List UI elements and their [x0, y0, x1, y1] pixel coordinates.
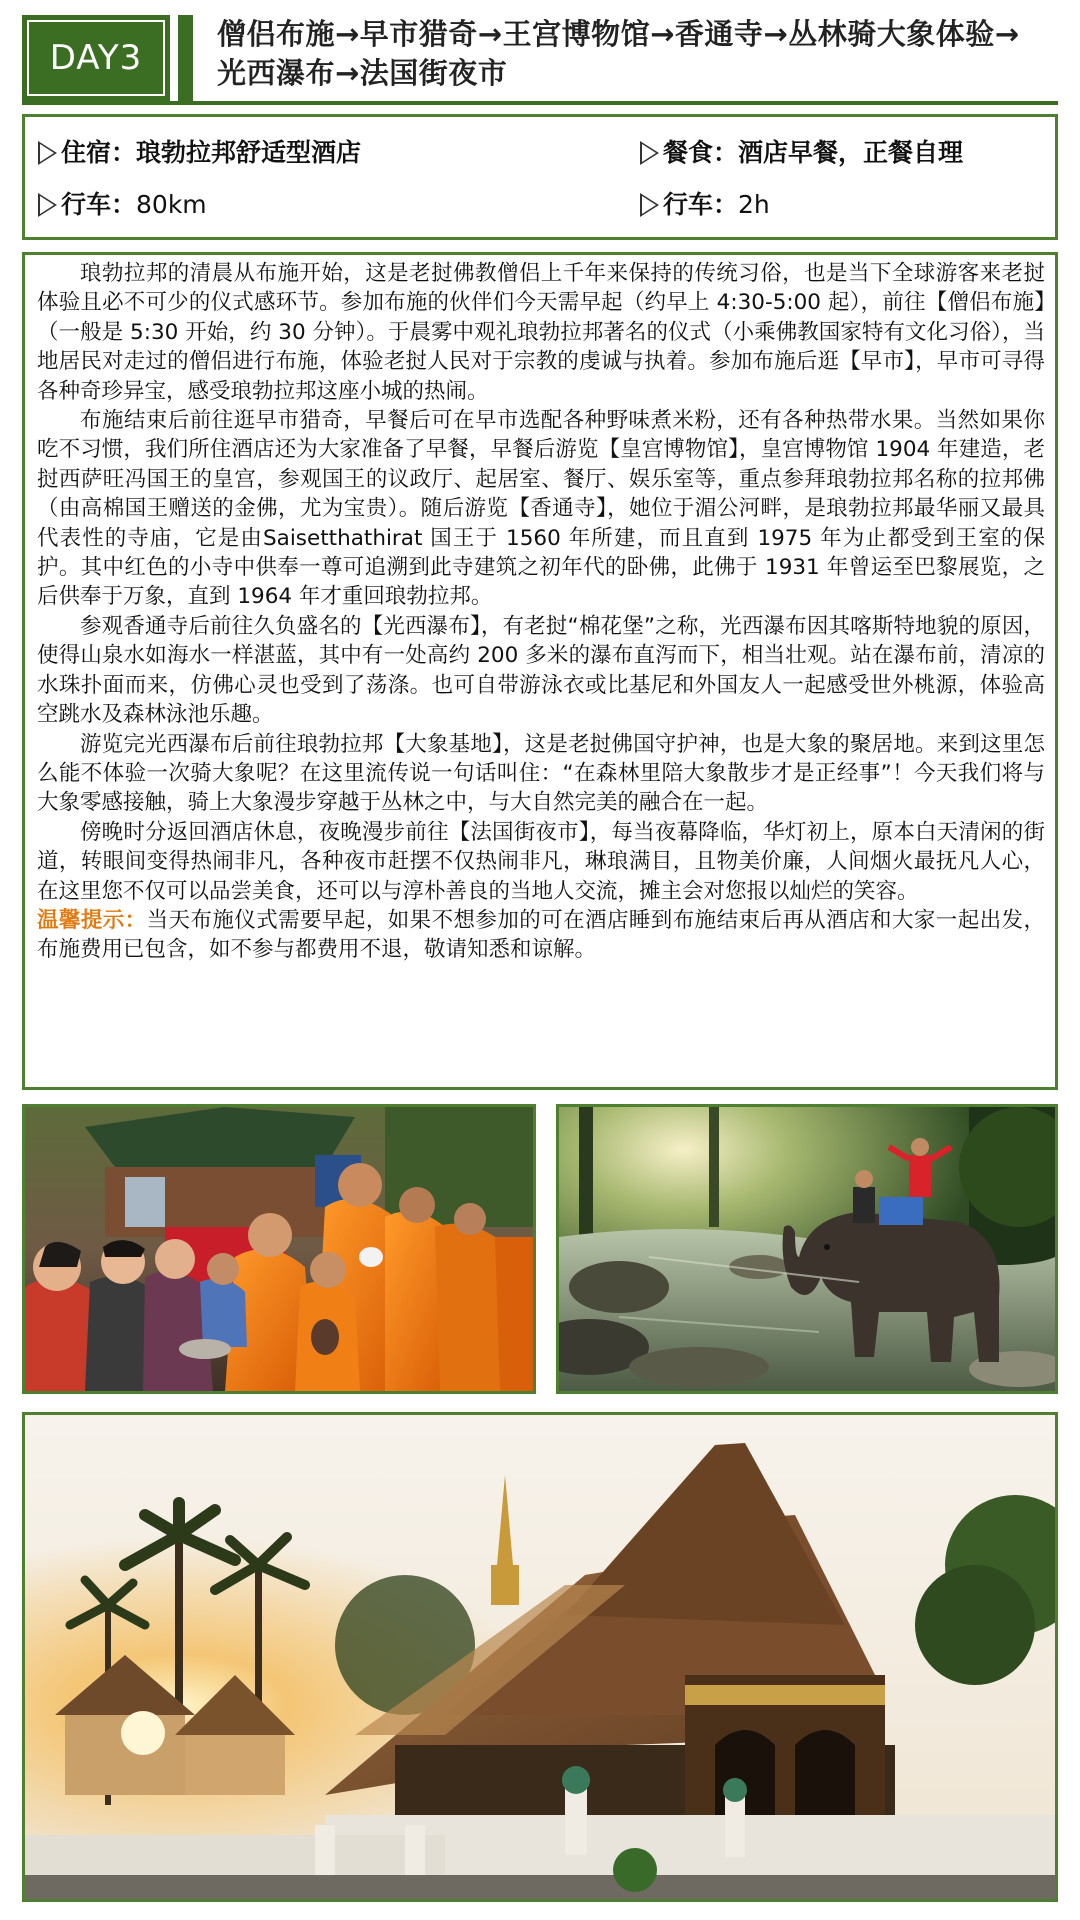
monks-alms-image — [25, 1107, 533, 1391]
itinerary-description — [22, 252, 1058, 1090]
paragraph-elephant: 游览完光西瀑布后前往琅勃拉邦【大象基地】，这是老挝佛国守护神，也是大象的聚居地。来到这里怎么能不体验一次骑大象呢？在这里流传说一句话叫住：“在森林里陪大象散步才是正经事”！今天我们将与大象零感接触，骑上大象漫步穿越于丛林之中，与大自然完美的融合在一起。 — [37, 731, 1045, 816]
paragraph-night-market: 傍晚时分返回酒店休息，夜晚漫步前往【法国街夜市】，每当夜幕降临，华灯初上，原本白天清闲的街道，转眼间变得热闹非凡，各种夜市赶摆不仅热闹非凡，琳琅满目，且物美价廉，人间烟火最抚凡人心，在这里您不仅可以品尝美食，还可以与淳朴善良的当地人交流，摊主会对您报以灿烂的笑容。 — [37, 819, 1045, 904]
monks-alms-photo — [22, 1104, 536, 1394]
triangle-bullet-icon — [39, 194, 57, 216]
temple-photo — [22, 1412, 1058, 1902]
day-header — [22, 15, 1058, 105]
elephant-riding-photo — [556, 1104, 1058, 1394]
triangle-bullet-icon — [641, 142, 659, 164]
temple-image — [25, 1415, 1055, 1899]
meals-info — [641, 133, 963, 169]
distance-label: 行车： — [61, 190, 137, 219]
duration-value: 2h — [738, 190, 770, 219]
tip-text: 当天布施仪式需要早起，如果不想参加的可在酒店睡到布施结束后再从酒店和大家一起出发，布施费用已包含，如不参与都费用不退，敬请知悉和谅解。 — [37, 907, 1045, 963]
tip-label: 温馨提示： — [37, 907, 147, 933]
trip-info-box — [22, 114, 1058, 240]
triangle-bullet-icon — [641, 194, 659, 216]
meals-label: 餐食： — [663, 138, 739, 167]
tip-paragraph — [37, 906, 1045, 965]
accommodation-label: 住宿： — [61, 138, 137, 167]
day-accent-bar — [178, 15, 193, 101]
day-route-title: 僧侣布施→早市猎奇→王宫博物馆→香通寺→丛林骑大象体验→光西瀑布→法国街夜市 — [217, 17, 1020, 90]
duration-info — [641, 185, 770, 221]
header-divider — [22, 101, 1058, 105]
triangle-bullet-icon — [39, 142, 57, 164]
day-badge: DAY3 — [22, 15, 170, 101]
paragraph-alms: 琅勃拉邦的清晨从布施开始，这是老挝佛教僧侣上千年来保持的传统习俗，也是当下全球游客来老挝体验且必不可少的仪式感环节。参加布施的伙伴们今天需早起（约早上 4:30-5:00 起），前往【僧侣布施】（一般是 5:30 开始，约 30 分钟）。于晨雾中观礼琅勃拉邦著名的仪式（小乘佛教国家特有文化习俗），当地居民对走过的僧侣进行布施，体验老挝人民对于宗教的虔诚与执着。参加布施后逛【早市】，早市可寻得各种奇珍异宝，感受琅勃拉邦这座小城的热闹。 — [37, 261, 1045, 404]
elephant-riding-image — [559, 1107, 1055, 1391]
accommodation-info — [39, 133, 361, 169]
distance-value: 80km — [136, 190, 207, 219]
paragraph-waterfall: 参观香通寺后前往久负盛名的【光西瀑布】，有老挝“棉花堡”之称，光西瀑布因其喀斯特地貌的原因，使得山泉水如海水一样湛蓝，其中有一处高约 200 多米的瀑布直泻而下，相当壮观。站在瀑布前，清凉的水珠扑面而来，仿佛心灵也受到了荡涤。也可自带游泳衣或比基尼和外国友人一起感受世外桃源，体验高空跳水及森林泳池乐趣。 — [37, 613, 1045, 728]
accommodation-value: 琅勃拉邦舒适型酒店 — [136, 138, 362, 167]
duration-label: 行车： — [663, 190, 739, 219]
meals-value: 酒店早餐，正餐自理 — [738, 138, 964, 167]
paragraph-palace-temple: 布施结束后前往逛早市猎奇，早餐后可在早市选配各种野味煮米粉，还有各种热带水果。当然如果你吃不习惯，我们所住酒店还为大家准备了早餐，早餐后游览【皇宫博物馆】，皇宫博物馆 1904 年建造，老挝西萨旺冯国王的皇宫，参观国王的议政厅、起居室、餐厅、娱乐室等，重点参拜琅勃拉邦名称的拉邦佛（由高棉国王赠送的金佛，尤为宝贵）。随后游览【香通寺】，她位于湄公河畔，是琅勃拉邦最华丽又最具代表性的寺庙，它是由Saisetthathirat 国王于 1560 年所建，而且直到 1975 年为止都受到王室的保护。其中红色的小寺中供奉一尊可追溯到此寺建筑之初年代的卧佛，此佛于 1931 年曾运至巴黎展览，之后供奉于万象，直到 1964 年才重回琅勃拉邦。 — [37, 408, 1045, 610]
distance-info — [39, 185, 207, 221]
